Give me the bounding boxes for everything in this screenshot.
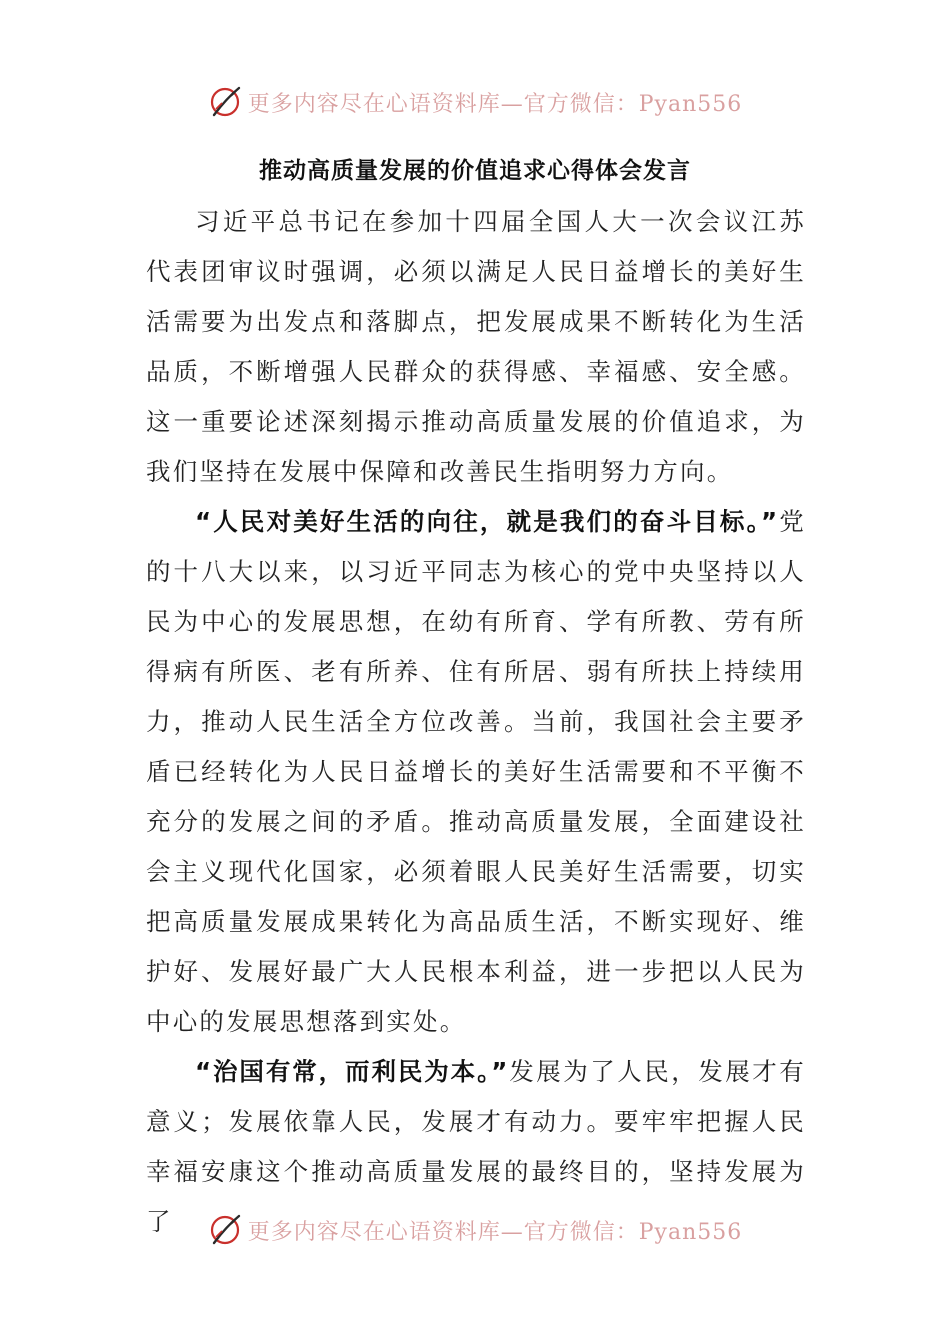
footer-banner [0, 1208, 950, 1252]
header-banner [0, 80, 950, 124]
quill-pen-seal-icon [208, 1213, 242, 1247]
banner-text: 更多内容尽在心语资料库—官方微信：Pyan556 [247, 1219, 743, 1245]
paragraph [146, 197, 806, 497]
paragraph-text: 党的十八大以来，以习近平同志为核心的党中央坚持以人民为中心的发展思想，在幼有所育、学有所教、劳有所得病有所医、老有所养、住有所居、弱有所扶上持续用力，推动人民生活全方位改善。当前，我国社会主要矛盾已经转化为人民日益增长的美好生活需要和不平衡不充分的发展之间的矛盾。推动高质量发展，全面建设社会主义现代化国家，必须着眼人民美好生活需要，切实把高质量发展成果转化为高品质生活，不断实现好、维护好、发展好最广大人民根本利益，进一步把以人民为中心的发展思想落到实处。 [146, 507, 806, 1036]
paragraph-text: 习近平总书记在参加十四届全国人大一次会议江苏代表团审议时强调，必须以满足人民日益增长的美好生活需要为出发点和落脚点，把发展成果不断转化为生活品质，不断增强人民群众的获得感、幸福感、安全感。这一重要论述深刻揭示推动高质量发展的价值追求，为我们坚持在发展中保障和改善民生指明努力方向。 [146, 207, 806, 486]
banner-text: 更多内容尽在心语资料库—官方微信：Pyan556 [247, 91, 743, 117]
document-body [146, 197, 806, 1247]
paragraph-lead-quote: “人民对美好生活的向往，就是我们的奋斗目标。” [195, 507, 779, 536]
quill-pen-seal-icon [208, 85, 242, 119]
paragraph-lead-quote: “治国有常，而利民为本。” [195, 1057, 509, 1086]
paragraph-text: 发展为了人民，发展才有意义；发展依靠人民，发展才有动力。要牢牢把握人民幸福安康这个推动高质量发展的最终目的，坚持发展为了 [146, 1057, 806, 1236]
document-title: 推动高质量发展的价值追求心得体会发言 [259, 158, 691, 184]
paragraph [146, 497, 806, 1047]
